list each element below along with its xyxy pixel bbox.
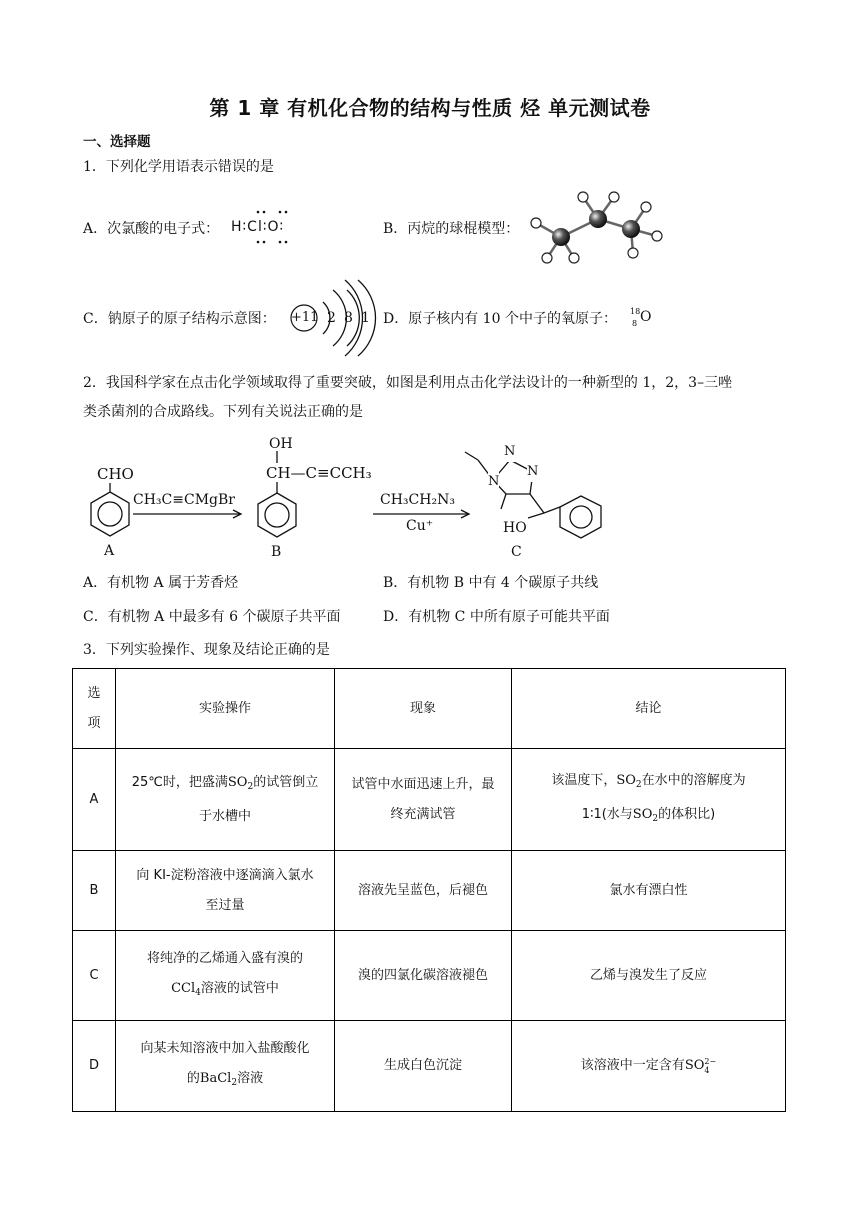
header-option-bottom: 项 — [87, 715, 101, 731]
header-phenomenon: 现象 — [335, 669, 512, 749]
compound-a-label: A — [104, 543, 115, 559]
row-b-conclusion: 氯水有漂白性 — [512, 851, 786, 931]
row-a-con-sub: 2 — [635, 779, 642, 790]
row-a-phenomenon — [335, 749, 512, 851]
mass-number: 18 — [630, 307, 641, 316]
q2-option-a: A．有机物 A 属于芳香烃 — [83, 575, 239, 591]
propane-ball-stick-model — [520, 183, 670, 268]
row-d-op-post: 溶液 — [237, 1071, 264, 1086]
row-a-con-chem: SO — [616, 772, 636, 788]
header-operation: 实验操作 — [116, 669, 335, 749]
compound-a-group: CHO — [97, 465, 134, 483]
table-row — [73, 851, 786, 931]
q3-stem: 3．下列实验操作、现象及结论正确的是 — [83, 642, 330, 658]
q1-option-c-label: C．钠原子的原子结构示意图： — [83, 311, 276, 327]
row-d-op-sub: 2 — [231, 1078, 238, 1088]
triazole-n1: N — [488, 472, 499, 492]
row-a-con2-sub: 2 — [652, 813, 659, 824]
shell-3-electrons: 1 — [361, 310, 370, 326]
table-row — [73, 749, 786, 851]
header-option-top: 选 — [87, 685, 101, 701]
row-a-op-text: 25℃时，把盛满 — [131, 774, 228, 790]
q1-option-d-label: D．原子核内有 10 个中子的氧原子： — [383, 311, 617, 327]
q1-option-b-label: B．丙烷的球棍模型： — [383, 221, 520, 237]
row-c-op-line-1: 将纯净的乙烯通入盛有溴的 — [146, 950, 303, 966]
row-b-operation — [116, 851, 335, 931]
row-d-op-chem: BaCl — [199, 1071, 232, 1086]
lone-pair-dots — [231, 208, 301, 248]
row-c-operation — [116, 931, 335, 1021]
row-a-ph-line-1: 试管中水面迅速上升，最 — [351, 776, 495, 792]
row-a-conclusion — [512, 749, 786, 851]
oxygen-18-nuclide — [627, 305, 657, 333]
row-b-op-line-2: 至过量 — [205, 897, 245, 913]
element-symbol: O — [640, 309, 652, 325]
header-conclusion: 结论 — [512, 669, 786, 749]
triazole-n2: N — [504, 442, 515, 462]
row-c-op-chem: CCl — [171, 980, 196, 996]
row-a-con2-text: 1∶1(水与 — [581, 806, 633, 822]
row-a-op-sub: 2 — [247, 781, 254, 792]
row-a-con-post: 在水中的溶解度为 — [641, 772, 746, 788]
row-d-phenomenon: 生成白色沉淀 — [335, 1021, 512, 1112]
row-d-option: D — [73, 1021, 116, 1112]
row-c-phenomenon: 溴的四氯化碳溶液褪色 — [335, 931, 512, 1021]
row-a-op-line-2: 于水槽中 — [198, 808, 251, 824]
row-d-op-line-1: 向某未知溶液中加入盐酸酸化 — [140, 1041, 310, 1056]
row-c-op-post: 溶液的试管中 — [200, 980, 279, 996]
row-a-operation — [116, 749, 335, 851]
row-d-con-text: 该溶液中一定含有 — [580, 1058, 685, 1073]
row-a-con2-post: 的体积比) — [658, 806, 716, 822]
row-a-op-post: 的试管倒立 — [253, 774, 319, 790]
triazole-n3: N — [527, 462, 538, 482]
row-c-option: C — [73, 931, 116, 1021]
table-header-row — [73, 669, 786, 749]
compound-c-hydroxyl: HO — [503, 520, 527, 536]
row-a-ph-line-2: 终充满试管 — [390, 806, 456, 822]
hclo-electron-formula — [231, 208, 301, 248]
experiment-table — [72, 668, 786, 1112]
table-row — [73, 931, 786, 1021]
row-b-phenomenon: 溶液先呈蓝色，后褪色 — [335, 851, 512, 931]
q2-option-b: B．有机物 B 中有 4 个碳原子共线 — [383, 575, 599, 591]
section-heading: 一、选择题 — [83, 134, 151, 150]
row-c-conclusion: 乙烯与溴发生了反应 — [512, 931, 786, 1021]
row-d-op-pre: 的 — [186, 1071, 200, 1086]
row-a-con2-chem: SO — [632, 806, 653, 822]
row-a-con-text: 该温度下， — [551, 772, 617, 788]
page-title: 第 1 章 有机化合物的结构与性质 烃 单元测试卷 — [209, 96, 651, 120]
shell-2-electrons: 8 — [344, 310, 353, 326]
q1-stem: 1．下列化学用语表示错误的是 — [83, 159, 274, 175]
reagent-2: CH₃CH₂N₃ — [380, 492, 455, 508]
atomic-number: 8 — [632, 319, 638, 328]
row-b-op-line-1: 向 KI-淀粉溶液中逐滴滴入氯水 — [136, 867, 314, 883]
row-d-operation — [116, 1021, 335, 1112]
synthesis-route-scheme — [70, 430, 610, 562]
row-b-option: B — [73, 851, 116, 931]
q2-stem-line-1: 2．我国科学家在点击化学领域取得了重要突破，如图是利用点击化学法设计的一种新型的 1，2，3–三唑 — [83, 375, 733, 391]
row-d-con-chem: SO — [684, 1058, 705, 1073]
nucleus-charge: +11 — [291, 310, 319, 325]
row-d-conclusion — [512, 1021, 786, 1112]
sodium-atom-structure-diagram — [287, 276, 382, 360]
row-a-op-chem: SO — [227, 774, 248, 790]
hclo-formula-text: H∶Cl∶O∶ — [231, 219, 285, 235]
q2-option-d: D．有机物 C 中所有原子可能共平面 — [383, 609, 610, 625]
row-c-op-sub: 4 — [195, 987, 201, 998]
compound-c-label: C — [511, 544, 522, 560]
reagent-1: CH₃C≡CMgBr — [133, 492, 235, 508]
row-d-con-sup: 2− — [704, 1056, 717, 1066]
q2-stem-line-2: 类杀菌剂的合成路线。下列有关说法正确的是 — [83, 404, 363, 420]
catalyst: Cu⁺ — [406, 518, 434, 534]
row-a-option: A — [73, 749, 116, 851]
compound-b-label: B — [271, 544, 282, 560]
compound-b-hydroxyl: OH — [269, 436, 293, 452]
header-option — [73, 669, 116, 749]
q1-option-a-label: A．次氯酸的电子式： — [83, 221, 220, 237]
row-d-con-sub: 4 — [704, 1065, 710, 1075]
shell-1-electrons: 2 — [327, 310, 336, 326]
table-row — [73, 1021, 786, 1112]
compound-b-chain: CH—C≡CCH₃ — [266, 464, 372, 482]
q2-option-c: C．有机物 A 中最多有 6 个碳原子共平面 — [83, 609, 341, 625]
